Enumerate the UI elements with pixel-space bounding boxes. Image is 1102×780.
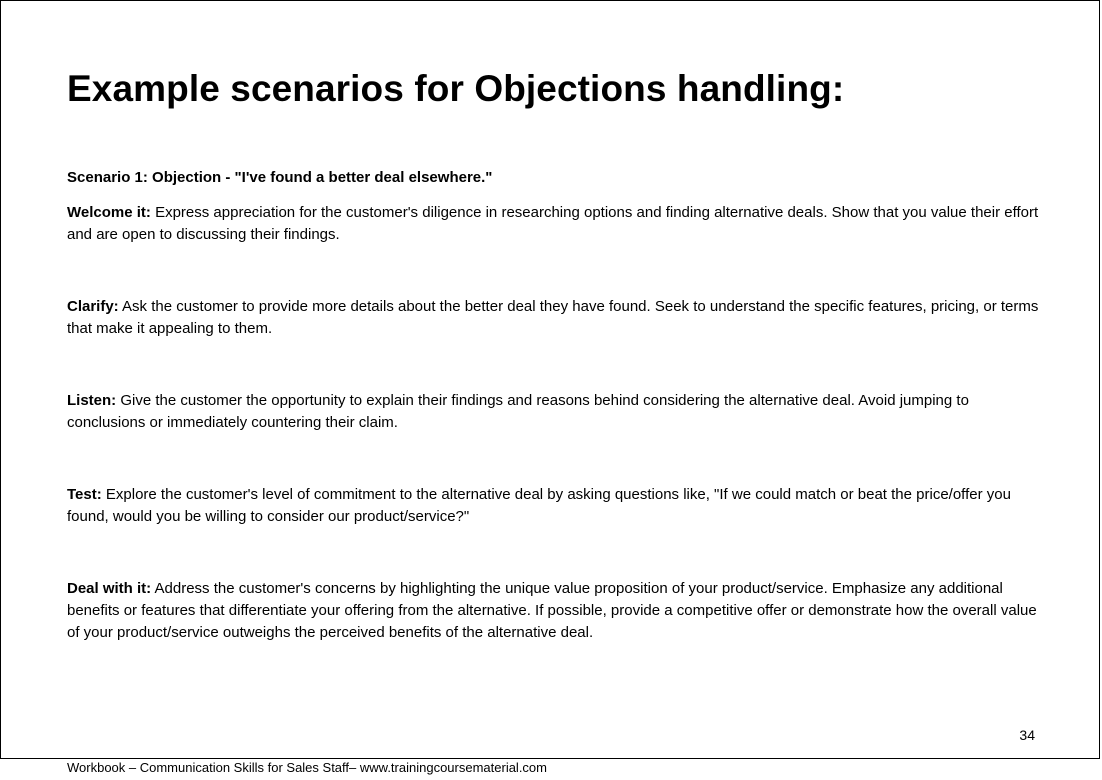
page-title: Example scenarios for Objections handling:: [67, 68, 845, 109]
step-clarify: [67, 296, 1042, 340]
step-text: Give the customer the opportunity to explain their findings and reasons behind considering the alternative deal. Avoid jumping to conclusions or immediately countering their claim.: [67, 392, 969, 431]
step-test: [67, 484, 1042, 528]
step-text: Express appreciation for the customer's diligence in researching options and finding alternative deals. Show that you value their effort and are open to discussing their findings.: [67, 204, 1039, 243]
page-number: 34: [1019, 727, 1035, 743]
step-term: Test:: [67, 486, 102, 503]
footer-text: Workbook – Communication Skills for Sales Staff– www.trainingcoursematerial.com: [67, 760, 547, 775]
step-deal-with-it: [67, 578, 1042, 644]
step-term: Deal with it:: [67, 580, 152, 597]
step-text: Ask the customer to provide more details about the better deal they have found. Seek to understand the specific features, pricing, or terms that make it appealing to them.: [67, 298, 1039, 337]
step-term: Clarify:: [67, 298, 119, 315]
scenario-heading: Scenario 1: Objection - "I've found a better deal elsewhere.": [67, 169, 493, 186]
step-term: Listen:: [67, 392, 117, 409]
step-text: Explore the customer's level of commitment to the alternative deal by asking questions like, "If we could match or beat the price/offer you found, would you be willing to consider our product/service?": [67, 486, 1011, 525]
step-term: Welcome it:: [67, 204, 151, 221]
step-text: Address the customer's concerns by highlighting the unique value proposition of your product/service. Emphasize any additional benefits or features that differentiate your offering from the alternative. If possible, provide a competitive offer or demonstrate how the overall value of your product/service outweighs the perceived benefits of the alternative deal.: [67, 580, 1037, 641]
step-welcome-it: [67, 202, 1042, 246]
step-listen: [67, 390, 1042, 434]
